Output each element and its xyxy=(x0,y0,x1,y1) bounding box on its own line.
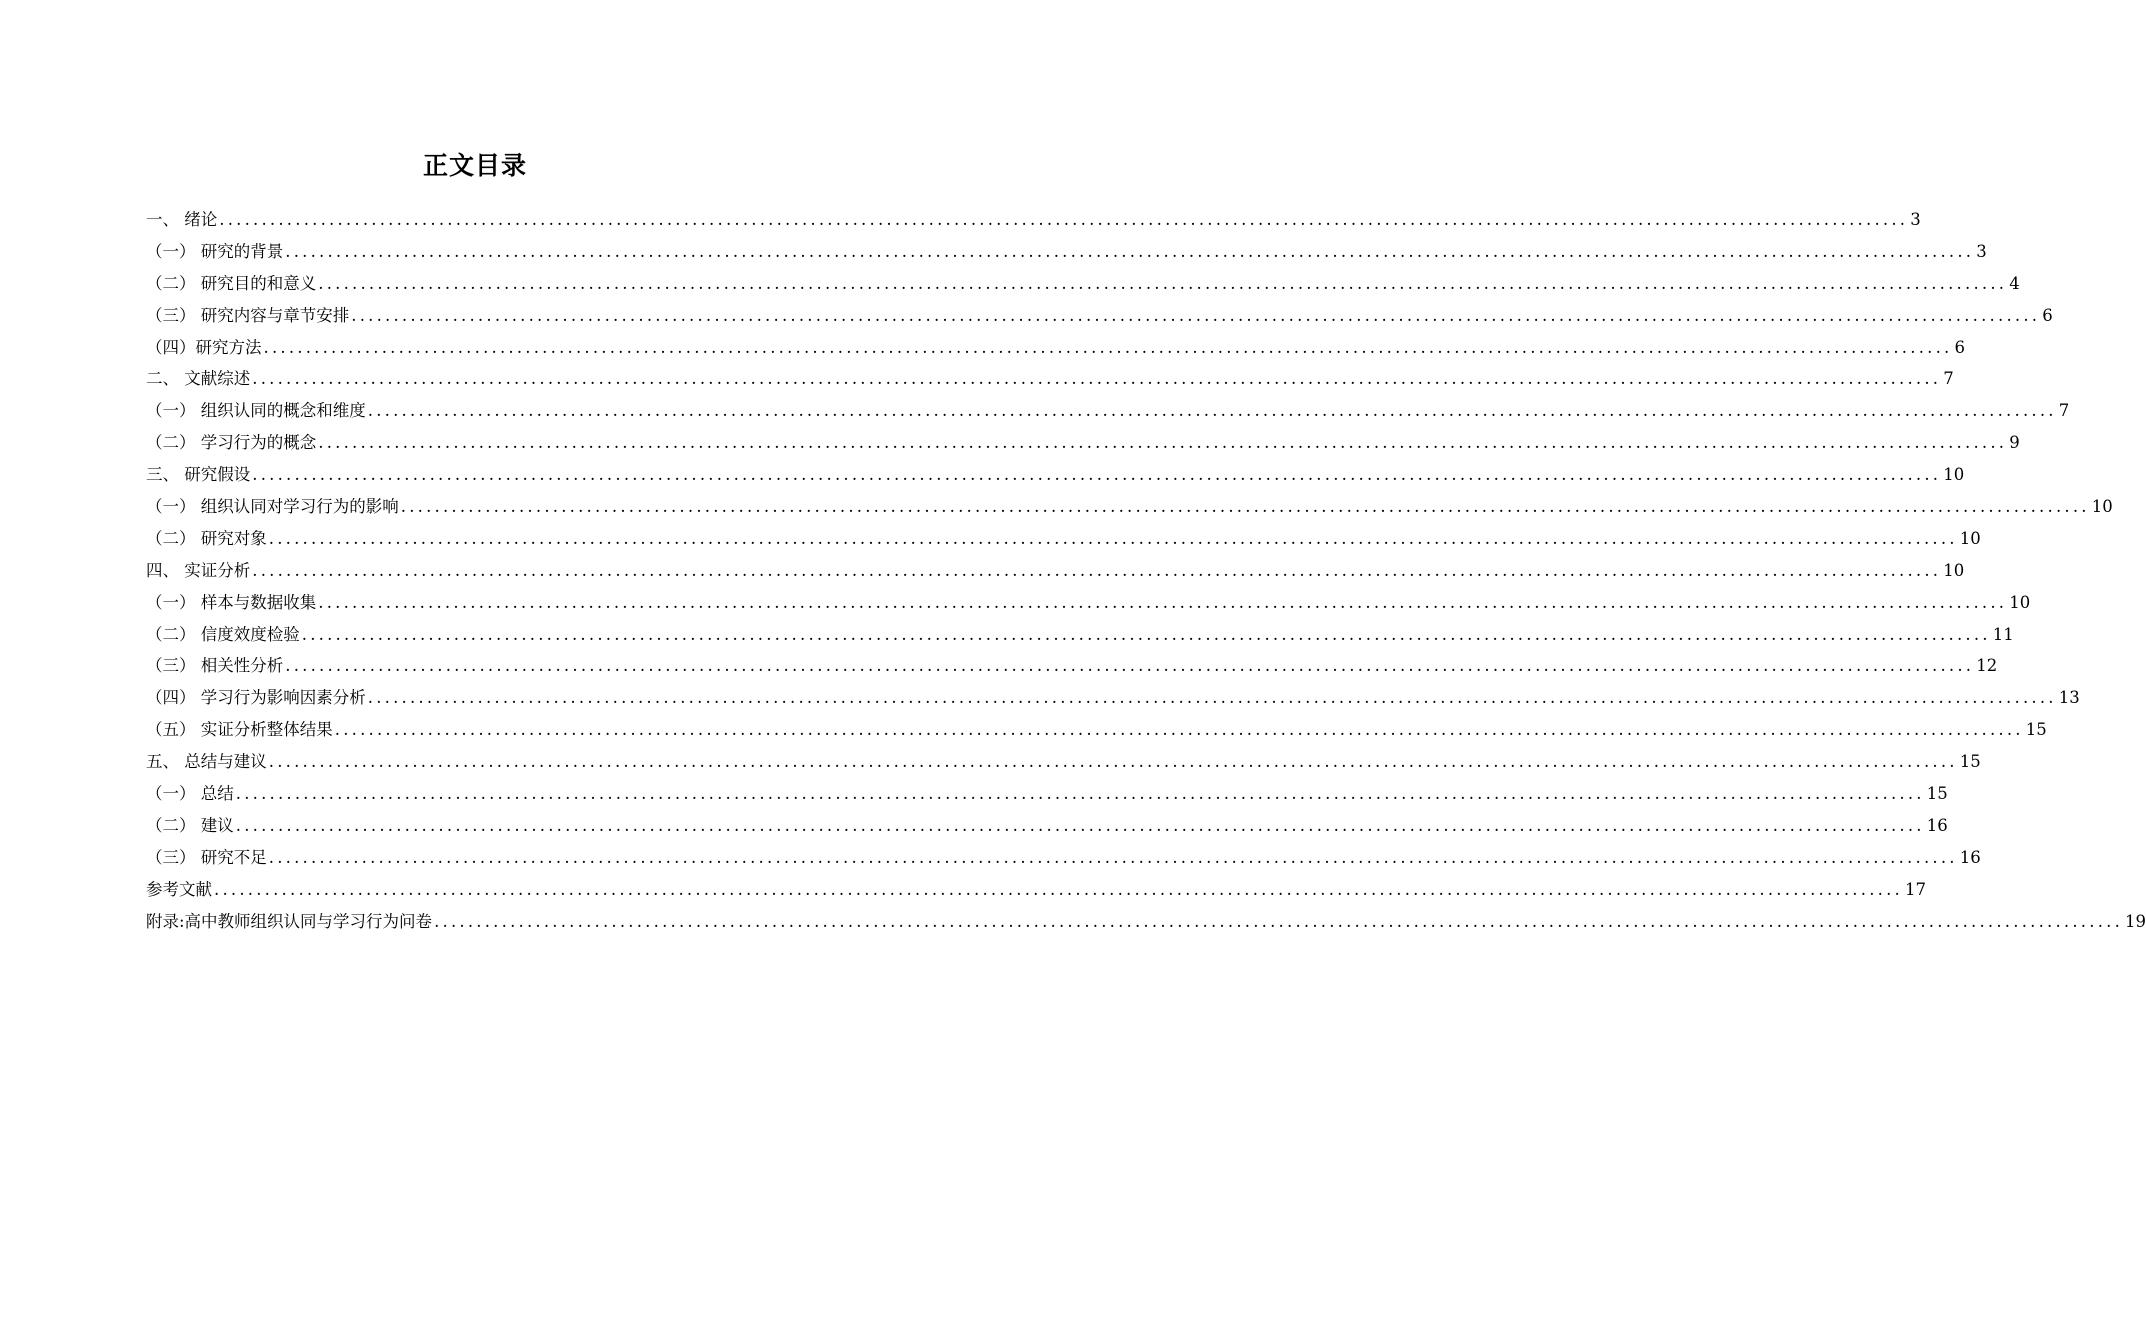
toc-dot-leader: ........................................................................................................................................................................................................ xyxy=(285,241,1975,261)
toc-entry[interactable] xyxy=(146,748,1981,780)
toc-entry-label: 参考文献 xyxy=(146,879,212,899)
toc-entry[interactable] xyxy=(146,206,1921,238)
toc-entry-page-number: 4 xyxy=(2009,273,2020,293)
toc-dot-leader: ........................................................................................................................................................................................................ xyxy=(268,528,1958,548)
toc-entry-page-number: 12 xyxy=(1976,656,1998,676)
toc-entry-page-number: 11 xyxy=(1992,624,2014,644)
toc-entry[interactable] xyxy=(146,302,2053,334)
toc-entry-label: （三） 研究内容与章节安排 xyxy=(146,305,350,325)
toc-entry[interactable] xyxy=(146,812,1948,844)
toc-dot-leader: ........................................................................................................................................................................................................ xyxy=(252,465,1942,485)
toc-dot-leader: ........................................................................................................................................................................................................ xyxy=(235,815,1925,835)
toc-entry-page-number: 10 xyxy=(1943,560,1965,580)
toc-dot-leader: ........................................................................................................................................................................................................ xyxy=(367,688,2057,708)
toc-dot-leader: ........................................................................................................................................................................................................ xyxy=(301,624,1991,644)
toc-entry-page-number: 7 xyxy=(1943,369,1954,389)
toc-entry-page-number: 10 xyxy=(1943,465,1965,485)
toc-entry[interactable] xyxy=(146,397,2070,429)
toc-dot-leader: ........................................................................................................................................................................................................ xyxy=(318,433,2008,453)
toc-entry-label: 四、 实证分析 xyxy=(146,560,251,580)
toc-entry-label: 三、 研究假设 xyxy=(146,465,251,485)
toc-entry-label: 附录:高中教师组织认同与学习行为问卷 xyxy=(146,911,433,931)
toc-dot-leader: ........................................................................................................................................................................................................ xyxy=(252,369,1942,389)
toc-dot-leader: ........................................................................................................................................................................................................ xyxy=(318,273,2008,293)
toc-dot-leader: ........................................................................................................................................................................................................ xyxy=(219,210,1909,229)
toc-entry-label: （一） 样本与数据收集 xyxy=(146,592,317,612)
toc-entry-page-number: 17 xyxy=(1904,879,1926,899)
toc-entry-page-number: 16 xyxy=(1926,815,1948,835)
toc-entry-page-number: 15 xyxy=(1926,784,1948,804)
toc-entry-label: （二） 信度效度检验 xyxy=(146,624,300,644)
toc-entry-label: （二） 学习行为的概念 xyxy=(146,433,317,453)
toc-entry[interactable] xyxy=(146,461,1965,493)
toc-entry-label: （一） 组织认同的概念和维度 xyxy=(146,401,366,421)
toc-entry[interactable] xyxy=(146,908,2146,940)
toc-entry-page-number: 9 xyxy=(2009,433,2020,453)
toc-entry[interactable] xyxy=(146,716,2047,748)
toc-dot-leader: ........................................................................................................................................................................................................ xyxy=(434,911,2124,931)
toc-entry-page-number: 6 xyxy=(1954,337,1965,357)
toc-entry-label: （三） 相关性分析 xyxy=(146,656,284,676)
toc-dot-leader: ........................................................................................................................................................................................................ xyxy=(334,720,2024,740)
toc-entry[interactable] xyxy=(146,684,2080,716)
toc-entry-page-number: 7 xyxy=(2058,401,2070,421)
toc-dot-leader: ........................................................................................................................................................................................................ xyxy=(252,560,1942,580)
toc-entry-label: 二、 文献综述 xyxy=(146,369,251,389)
toc-entry-page-number: 15 xyxy=(2025,720,2047,740)
toc-entry-page-number: 10 xyxy=(2091,497,2113,517)
toc-entry[interactable] xyxy=(146,270,2020,302)
toc-entry-label: （一） 研究的背景 xyxy=(146,241,284,261)
toc-entry-label: （一） 总结 xyxy=(146,784,234,804)
toc-entry-page-number: 6 xyxy=(2042,305,2053,325)
page-title: 正文目录 xyxy=(422,151,527,180)
toc-entry[interactable] xyxy=(146,652,1998,684)
toc-entry-label: （四）研究方法 xyxy=(146,337,262,357)
toc-entry[interactable] xyxy=(146,365,1954,397)
toc-entry-label: （三） 研究不足 xyxy=(146,847,267,867)
toc-entry[interactable] xyxy=(146,780,1948,812)
toc-entry[interactable] xyxy=(146,621,2014,653)
toc-entry-page-number: 13 xyxy=(2058,688,2080,708)
toc-entry-page-number: 3 xyxy=(1910,210,1921,229)
toc-entry-label: （二） 研究目的和意义 xyxy=(146,273,317,293)
toc-entry-page-number: 10 xyxy=(1959,528,1981,548)
toc-entry[interactable] xyxy=(146,334,1965,366)
toc-entry-label: （二） 建议 xyxy=(146,815,234,835)
toc-entry[interactable] xyxy=(146,429,2020,461)
toc-entry-page-number: 19 xyxy=(2125,911,2146,931)
toc-entry-label: 五、 总结与建议 xyxy=(146,752,267,772)
toc-entry-page-number: 16 xyxy=(1959,847,1981,867)
toc-entry-label: （二） 研究对象 xyxy=(146,528,267,548)
toc-dot-leader: ........................................................................................................................................................................................................ xyxy=(268,752,1958,772)
toc-dot-leader: ........................................................................................................................................................................................................ xyxy=(367,401,2057,421)
toc-entry[interactable] xyxy=(146,557,1965,589)
toc-dot-leader: ........................................................................................................................................................................................................ xyxy=(351,305,2041,325)
toc-entry-label: 一、 绪论 xyxy=(146,210,218,229)
toc-dot-leader: ........................................................................................................................................................................................................ xyxy=(400,497,2090,517)
toc-entry[interactable] xyxy=(146,844,1981,876)
toc-dot-leader: ........................................................................................................................................................................................................ xyxy=(235,784,1925,804)
toc-entry-page-number: 3 xyxy=(1976,241,1987,261)
toc-dot-leader: ........................................................................................................................................................................................................ xyxy=(268,847,1958,867)
toc-entry-label: （四） 学习行为影响因素分析 xyxy=(146,688,366,708)
toc-dot-leader: ........................................................................................................................................................................................................ xyxy=(285,656,1975,676)
toc-entry-label: （五） 实证分析整体结果 xyxy=(146,720,333,740)
toc-entry[interactable] xyxy=(146,493,2113,525)
toc-entry-label: （一） 组织认同对学习行为的影响 xyxy=(146,497,399,517)
toc-entry[interactable] xyxy=(146,589,2031,621)
toc-dot-leader: ........................................................................................................................................................................................................ xyxy=(318,592,2008,612)
table-of-contents xyxy=(146,206,2146,939)
toc-entry[interactable] xyxy=(146,876,1926,908)
toc-entry-page-number: 15 xyxy=(1959,752,1981,772)
toc-dot-leader: ........................................................................................................................................................................................................ xyxy=(263,337,1953,357)
toc-dot-leader: ........................................................................................................................................................................................................ xyxy=(214,879,1903,899)
toc-entry-page-number: 10 xyxy=(2009,592,2031,612)
toc-entry[interactable] xyxy=(146,525,1981,557)
toc-entry[interactable] xyxy=(146,238,1987,270)
